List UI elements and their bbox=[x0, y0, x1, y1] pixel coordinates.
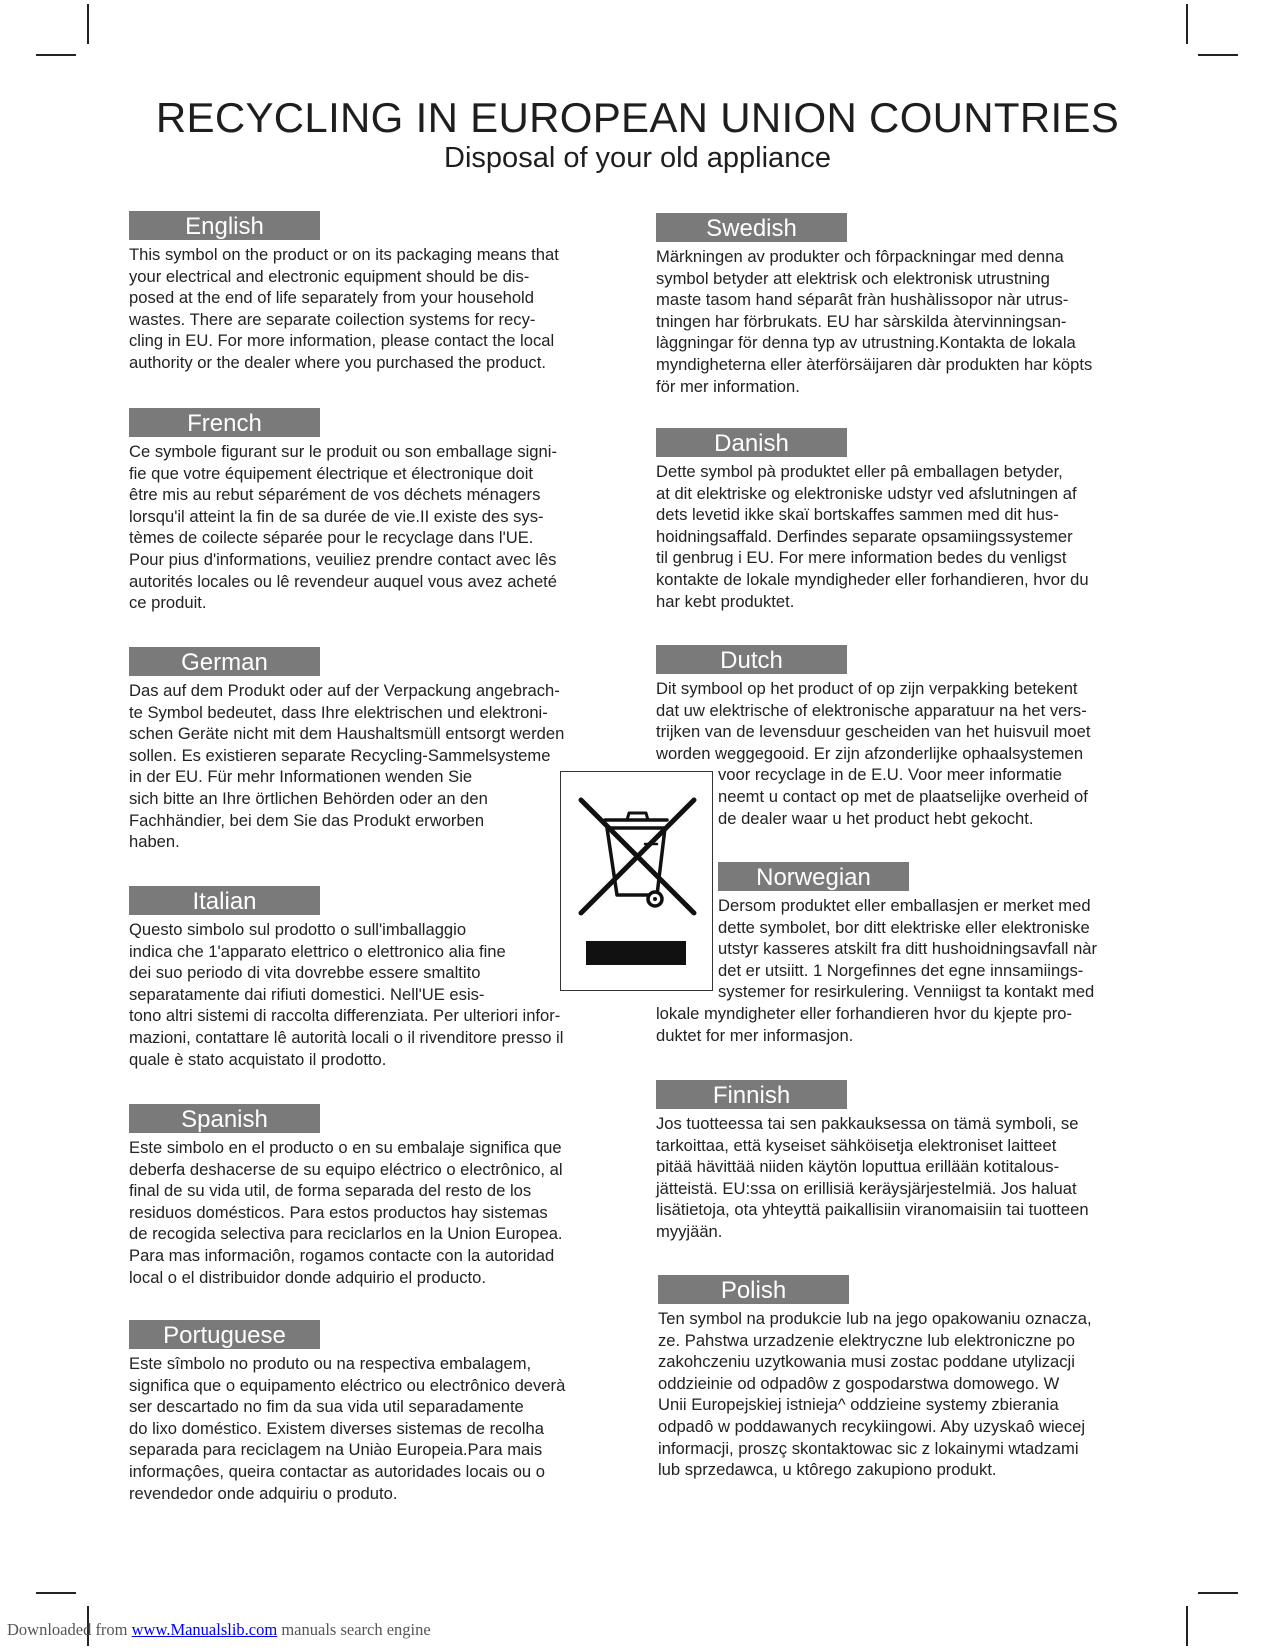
crop-mark bbox=[1186, 4, 1188, 44]
weee-black-bar bbox=[586, 941, 686, 965]
section-heading: Dutch bbox=[656, 645, 847, 674]
crossed-out-wheelie-bin-icon bbox=[561, 772, 712, 942]
section-finnish bbox=[656, 1080, 1089, 1243]
section-heading: Finnish bbox=[656, 1080, 847, 1109]
section-swedish bbox=[656, 213, 1092, 397]
section-text: Questo simbolo sul prodotto o sull'imballaggio indica che 1'apparato elettrico o elettronico alia fine dei suo periodo di vita dovrebbe essere smaltito separatamente dai rifiuti domestici. Nell'UE esis- tono altri sistemi di raccolta differenziata. Per ulteriori infor- mazioni, contattare lê autorità locali o il rivenditore presso il quale è stato acquistato il prodotto. bbox=[129, 920, 564, 1069]
section-text: Märkningen av produkter och fôrpackningar med denna symbol betyder att elektrisk och elektronisk utrustning maste tasom hand séparât fràn hushàlissopor nàr utrus- tningen har förbrukats. EU har sàrskilda àtervinningsan- làggningar för denna typ av utrustning.Kontakta de lokala myndigheterna eller àterförsäijaren dàr produkten har köpts för mer information. bbox=[656, 247, 1093, 396]
crop-mark bbox=[1186, 1606, 1188, 1646]
crop-mark bbox=[36, 1592, 76, 1594]
crop-mark bbox=[1198, 54, 1238, 56]
section-heading: Norwegian bbox=[718, 862, 909, 891]
weee-symbol bbox=[560, 771, 713, 991]
page-title: RECYCLING IN EUROPEAN UNION COUNTRIES bbox=[155, 94, 1120, 141]
section-dutch bbox=[656, 645, 1090, 829]
crop-mark bbox=[1198, 1592, 1238, 1594]
section-text: Ce symbole figurant sur le produit ou son emballage signi- fie que votre équipement électrique et électronique doit être mis au rebut séparément de vos déchets ménagers lorsqu'il atteint la fin de sa durée de vie.II existe des sys- tèmes de coilecte séparée pour le recyclage dans l'UE. Pour pius d'informations, veuiliez prendre contact avec lês autorités locales ou lê revendeur auquel vous avez acheté ce produit. bbox=[129, 442, 558, 613]
section-text: Este sîmbolo no produto ou na respectiva embalagem, significa que o equipamento eléctrico ou electrônico deverà ser descartado no fim da sua vida util separadamente do lixo doméstico. Existem diverses sistemas de recolha separada para reciclagem na Uniào Europeia.Para mais informaçôes, queira contactar as autoridades locais ou o revendedor onde adquiriu o produto. bbox=[129, 1354, 566, 1503]
page-subtitle: Disposal of your old appliance bbox=[444, 142, 831, 174]
section-polish bbox=[658, 1275, 1092, 1481]
section-heading: Polish bbox=[658, 1275, 849, 1304]
section-heading: German bbox=[129, 647, 320, 676]
section-text: Dette symbol pà produktet eller pâ emballagen betyder, at dit elektriske og elektroniske udstyr ved afslutningen af dets levetid ikke skaï bortskaffes sammen med dit hus- hoidningsaffald. Derfindes separate opsamiingssystemer til genbrug i EU. For mere information bedes du venligst kontakte de lokale myndigheder eller forhandieren, hvor du har kebt produktet. bbox=[656, 462, 1089, 611]
section-text: Este simbolo en el producto o en su embalaje significa que deberfa deshacerse de su equipo eléctrico o electrônico, al final de su vida util, de forma separada del resto de los residuos domésticos. Para estos productos hay sistemas de recogida selectiva para reciclarlos en la Union Europea. Para mas informaciôn, rogamos contacte con la autoridad local o el distribuidor donde adquirio el producto. bbox=[129, 1138, 563, 1287]
section-portuguese bbox=[129, 1320, 565, 1504]
section-text-continued: voor recyclage in de E.U. Voor meer informatie neemt u contact op met de plaatselijke overheid of de dealer waar u het product hebt gekocht. bbox=[718, 765, 1088, 828]
section-french bbox=[129, 408, 557, 614]
section-text: Dit symbool op het product of op zijn verpakking betekent dat uw elektrische of elektronische apparatuur na het vers- trijken van de levensduur gescheiden van het huisvuil moet worden weggegooid. Er zijn afzonderlijke ophaalsystemen bbox=[656, 679, 1091, 763]
footer-suffix: manuals search engine bbox=[277, 1620, 431, 1639]
manualslib-link[interactable]: www.Manualslib.com bbox=[131, 1620, 278, 1639]
section-german bbox=[129, 647, 564, 853]
section-text: Ten symbol na produkcie lub na jego opakowaniu oznacza, ze. Pahstwa urzadzenie elektryczne lub elektroniczne po zakohczeniu uzytkowania musi zostac poddane utylizacji oddzieinie od odpadôw z gospodarstwa domowego. W Unii Europejskiej istnieja^ oddzieine systemy zbierania odpadô w poddawanych recykiingowi. Aby uzyskaô wiecej informacji, proszç skontaktowac sic z lokainymi wtadzami lub sprzedawca, u ktôrego zakupiono produkt. bbox=[658, 1309, 1092, 1480]
section-italian bbox=[129, 886, 563, 1070]
section-heading: Italian bbox=[129, 886, 320, 915]
section-text: Jos tuotteessa tai sen pakkauksessa on tämä symboli, se tarkoittaa, että kyseiset sähköisetja elektroniset laitteet pitää hävittää niiden käytön loputtua erillään kotitalous- jätteistä. EU:ssa on erillisiä keräysjärjestelmiä. Jos haluat lisätietoja, ota yhteyttä paikallisiin viranomaisiin tai tuotteen myyjään. bbox=[656, 1114, 1089, 1241]
section-heading: French bbox=[129, 408, 320, 437]
section-spanish bbox=[129, 1104, 563, 1288]
section-norwegian bbox=[656, 862, 1098, 1046]
section-heading: Swedish bbox=[656, 213, 847, 242]
footer-download-notice bbox=[7, 1620, 431, 1640]
section-text: This symbol on the product or on its packaging means that your electrical and electronic equipment should be dis- posed at the end of life separately from your household wastes. There are separate coilection systems for recy- cling in EU. For more information, please contact the local authority or the dealer where you purchased the product. bbox=[129, 245, 559, 372]
crop-mark bbox=[87, 4, 89, 44]
section-danish bbox=[656, 428, 1089, 612]
section-heading: Portuguese bbox=[129, 1320, 320, 1349]
section-heading: Danish bbox=[656, 428, 847, 457]
section-heading: Spanish bbox=[129, 1104, 320, 1133]
section-text: Dersom produktet eller emballasjen er merket med dette symbolet, bor ditt elektriske eller elektroniske utstyr kasseres atskilt fra ditt hushoidningsavfall nàr det er utsiitt. 1 Norgefinnes det egne innsamiings- systemer for resirkulering. Venniigst ta kontakt med bbox=[718, 896, 1098, 1002]
section-text-continued: lokale myndigheter eller forhandieren hvor du kjepte pro- duktet for mer informasjon. bbox=[656, 1003, 1073, 1045]
section-heading: English bbox=[129, 211, 320, 240]
footer-prefix: Downloaded from bbox=[7, 1620, 132, 1639]
section-text: Das auf dem Produkt oder auf der Verpackung angebrach- te Symbol bedeutet, dass Ihre elektrischen und elektroni- schen Geräte nicht mit dem Haushaltsmüll entsorgt werden sollen. Es existieren separate Recycling-Sammelsysteme in der EU. Für mehr Informationen wenden Sie sich bitte an Ihre örtlichen Behörden oder an den Fachhändier, bei dem Sie das Produkt erworben haben. bbox=[129, 681, 565, 852]
section-english bbox=[129, 211, 559, 374]
crop-mark bbox=[36, 54, 76, 56]
